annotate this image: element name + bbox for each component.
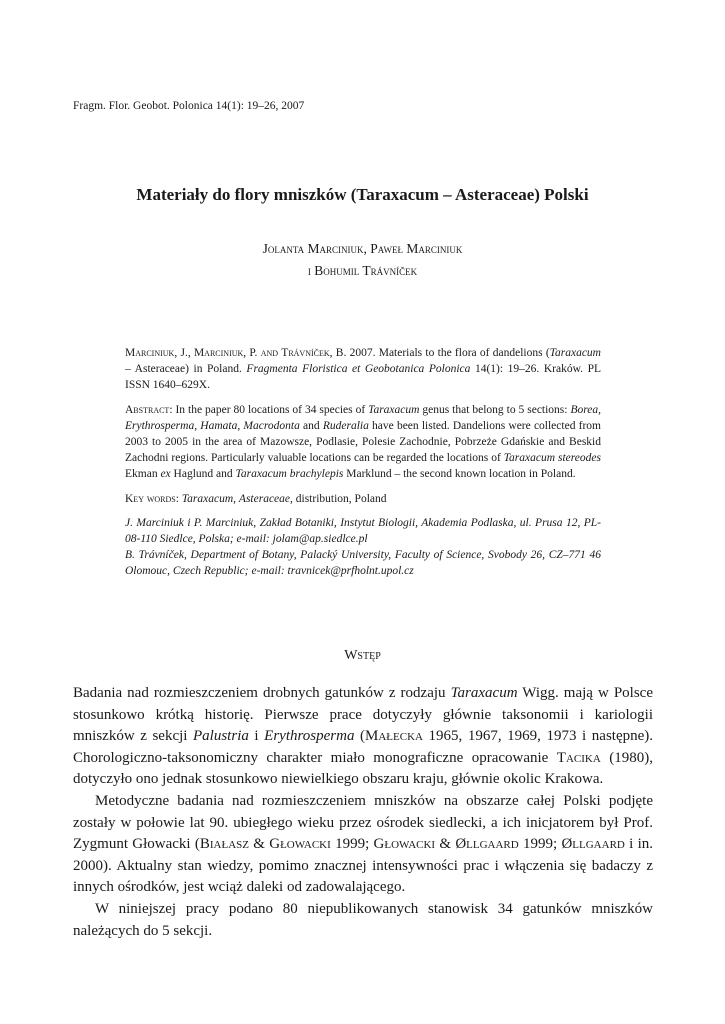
abstract-text: Haglund and [170,468,236,480]
abstract-text: : In the paper 80 locations of 34 species of [169,404,369,416]
paragraph-2 [73,791,653,899]
body-span: 1999; [330,836,374,853]
keywords-sep: , [233,493,239,505]
abstract-text: genus that belong to 5 sections: [419,404,571,416]
body-span: Wigg. mają w Polsce stosunkowo krótką historię. Pierwsze prace dotyczyły głównie taksonomii i kariologii mniszków z sekcji [73,685,653,745]
citation-last-author: Trávníček [281,347,330,359]
keywords-label: Key words [125,493,176,505]
section-heading: Wstęp [344,648,381,663]
citation-authors: Marciniuk, J., Marciniuk, P. [125,347,258,359]
abstract-taxon: Taraxacum [368,404,420,416]
body-reference: Głowacki & Øllgaard [373,836,519,853]
body-span: i in. 2000). Aktualny stan wiedzy, pomimo znacznej intensywności prac i włączenia się badaczy z innych ośrodków, jest wciąż daleki od zadowalającego. [73,836,654,896]
author-line-2: i Bohumil Trávníček [307,263,418,278]
citation [125,345,601,393]
affiliation-1: J. Marciniuk i P. Marciniuk, Zakład Botaniki, Instytut Biologii, Akademia Podlaska, ul. Prusa 12, PL-08-110 Siedlce, Polska; e-mail: jolam@ap.siedlce.pl [125,517,601,545]
abstract-ex: ex [160,468,171,480]
affiliation-2: B. Trávníček, Department of Botany, Palacký University, Faculty of Science, Svobody 26, CZ–771 46 Olomouc, Czech Republic; e-mail: travnicek@prfholnt.upol.cz [125,549,601,577]
abstract-text: Marklund – the second known location in Poland. [343,468,576,480]
citation-mid: – Asteraceae) in Poland. [125,363,247,375]
abstract-taxon: Taraxacum stereodes [503,452,601,464]
keywords-rest: , distribution, Poland [290,493,387,505]
body-span: (1980), dotyczyło ono jednak stosunkowo niewielkiego obszaru kraju, głównie okolic Krakowa. [73,749,653,788]
citation-and: and [260,347,279,359]
author-line-1: Jolanta Marciniuk, Paweł Marciniuk [262,241,463,256]
citation-year: , B. 2007. Materials to the flora of dandelions ( [329,347,550,359]
keyword: Taraxacum [181,493,234,505]
body-reference: Øllgaard [561,836,625,853]
citation-journal: Fragmenta Floristica et Geobotanica Polonica [246,363,471,375]
abstract-label: Abstract [125,404,170,416]
body-span: 1965, 1967, 1969, 1973 i następne). Chorologiczno-taksonomiczny charakter miało monograficzne opracowanie [73,728,654,766]
body-span: Badania nad rozmieszczeniem drobnych gatunków z rodzaju [73,685,451,701]
abstract-taxon: Taraxacum brachylepis [235,468,344,480]
body-taxon: Taraxacum [450,685,518,701]
abstract-sections: Borea, Erythrosperma, Hamata, Macrodonta [125,404,601,432]
body-span: ( [354,728,366,745]
keywords [125,491,601,507]
body-span: 1999; [518,836,562,853]
abstract-text: have been listed. Dandelions were collected from 2003 to 2005 in the area of Mazowsze, Podlasie, Polesie Zachodnie, Pobrzeże Gdańskie and Beskid Zachodni regions. Particularly valuable locations can be regarded the locations of [125,420,601,464]
keywords-sep: : [175,493,182,505]
abstract [125,402,601,482]
body-taxon: Palustria [193,728,249,745]
citation-taxon: Taraxacum [549,347,601,359]
author-list [0,238,725,282]
body-text [73,683,653,942]
body-reference: Białasz & Głowacki [199,836,331,853]
running-head: Fragm. Flor. Geobot. Polonica 14(1): 19–26, 2007 [73,100,305,112]
body-taxon: Erythrosperma [264,728,355,745]
paragraph-3: W niniejszej pracy podano 80 niepublikowanych stanowisk 34 gatunków mniszków należących do 5 sekcji. [73,900,653,939]
abstract-section: Ruderalia [322,420,369,432]
paragraph-1 [73,683,653,791]
keyword: Asteraceae [238,493,291,505]
body-reference: Małecka [365,728,423,745]
article-title: Materiały do flory mniszków (Taraxacum – Asteraceae) Polski [136,185,589,204]
abstract-text: and [299,420,323,432]
body-span: Metodyczne badania nad rozmieszczeniem mniszków na obszarze całej Polski podjęte zostały w połowie lat 90. ubiegłego wieku przez ośrodek siedlecki, a ich inicjatorem był Prof. Zygmunt Głowacki ( [73,792,653,853]
citation-tail: 14(1): 19–26. Kraków. PL ISSN 1640–629X. [125,363,601,391]
body-span: i [248,728,265,745]
abstract-block [125,345,601,588]
body-reference: Tacika [556,749,601,766]
abstract-text: Ekman [125,468,161,480]
